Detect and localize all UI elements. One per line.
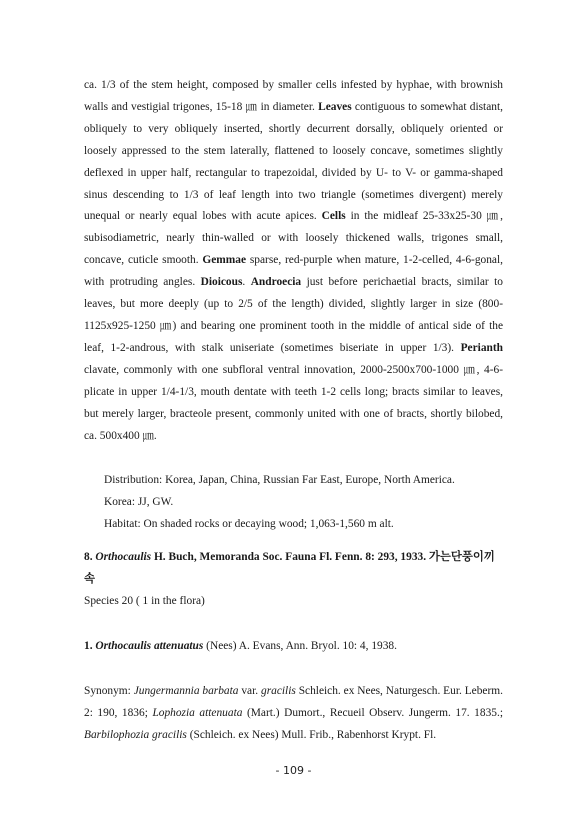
synonym-name-2: gracilis xyxy=(261,685,296,697)
desc-text-5: . xyxy=(242,276,251,289)
synonym-text-4: (Mart.) Dumort., Recueil Observ. Jungerm. 17. 1835.; xyxy=(242,706,503,719)
species-number: 1. xyxy=(84,640,96,652)
desc-text-7: clavate, commonly with one subfloral ventral innovation, 2000-2500x700-1000 ㎛, 4-6-plicate in upper 1/4-1/3, mouth dentate with teeth 1-2 cells long; bracts similar to leaves, but merely larger, bracteole present, commonly united with one of bracts, shortly bilobed, ca. 500x400 ㎛. xyxy=(84,363,503,442)
korea-line: Korea: JJ, GW. xyxy=(104,496,174,508)
desc-text-6: just before perichaetial bracts, similar to leaves, but more deeply (up to 2/5 of the length) divided, slightly larger in size (800-1125x925-1250 ㎛) and bearing one prominent tooth in the middle of antical side of the leaf, 1-2-androus, with stalk uniseriate (sometimes biseriate in upper 1/3). xyxy=(84,276,503,354)
page-number: - 109 - xyxy=(275,764,312,777)
desc-text-4: sparse, red-purple when mature, 1-2-celled, 4-6-gonal, with protruding angles. xyxy=(84,254,503,289)
androecia-label: Androecia xyxy=(250,276,302,289)
perianth-label: Perianth xyxy=(460,341,503,354)
cells-label: Cells xyxy=(321,210,346,223)
synonym-name-1: Jungermannia barbata xyxy=(133,685,239,697)
species-citation: (Nees) A. Evans, Ann. Bryol. 10: 4, 1938. xyxy=(203,640,397,652)
genus-name: Orthocaulis xyxy=(95,551,152,563)
genus-heading xyxy=(84,547,503,591)
desc-text-2: contiguous to somewhat distant, obliquely to very obliquely inserted, shortly decurrent dorsally, obliquely oriented or loosely appressed to the stem laterally, flattened to loosely concave, sometimes slightly deflexed in upper half, rectangular to trapezoidal, divided by U- to V- or gamma-shaped sinus descending to 1/3 of leaf length into two triangle (sometimes divergent) merely unequal or nearly equal lobes with acute apices. xyxy=(84,100,503,223)
species-name: Orthocaulis attenuatus xyxy=(95,640,204,652)
synonym-name-4: Barbilophozia gracilis xyxy=(84,728,187,741)
species-description xyxy=(84,75,503,447)
genus-citation: H. Buch, Memoranda Soc. Fauna Fl. Fenn. 8: 293, 1933. 가는단풍이끼속 xyxy=(84,551,495,585)
synonym-paragraph xyxy=(84,681,503,747)
species-count: Species 20 ( 1 in the flora) xyxy=(84,595,205,607)
synonym-text-5: (Schleich. ex Nees) Mull. Frib., Rabenhorst Krypt. Fl. xyxy=(186,728,437,741)
habitat-line: Habitat: On shaded rocks or decaying wood; 1,063-1,560 m alt. xyxy=(104,518,394,530)
leaves-label: Leaves xyxy=(318,100,352,113)
synonym-text-2: var. xyxy=(238,685,262,697)
genus-number: 8. xyxy=(84,551,96,563)
desc-text-1: ca. 1/3 of the stem height, composed by smaller cells infested by hyphae, with brownish walls and vestigial trigones, 15-18 ㎛ in diameter. xyxy=(84,79,503,113)
distribution-line: Distribution: Korea, Japan, China, Russian Far East, Europe, North America. xyxy=(104,474,455,486)
dioicous-label: Dioicous xyxy=(200,276,243,289)
species-heading xyxy=(84,636,503,658)
gemmae-label: Gemmae xyxy=(202,254,247,267)
synonym-name-3: Lophozia attenuata xyxy=(152,706,243,719)
synonym-text-1: Synonym: xyxy=(84,685,134,697)
desc-text-3: in the midleaf 25-33x25-30 ㎛, subisodiametric, nearly thin-walled or with loosely thickened walls, trigones small, concave, cuticle smooth. xyxy=(84,210,503,267)
synonym-text-3: Schleich. ex Nees, Naturgesch. Eur. Leberm. 2: 190, 1836; xyxy=(84,685,503,719)
